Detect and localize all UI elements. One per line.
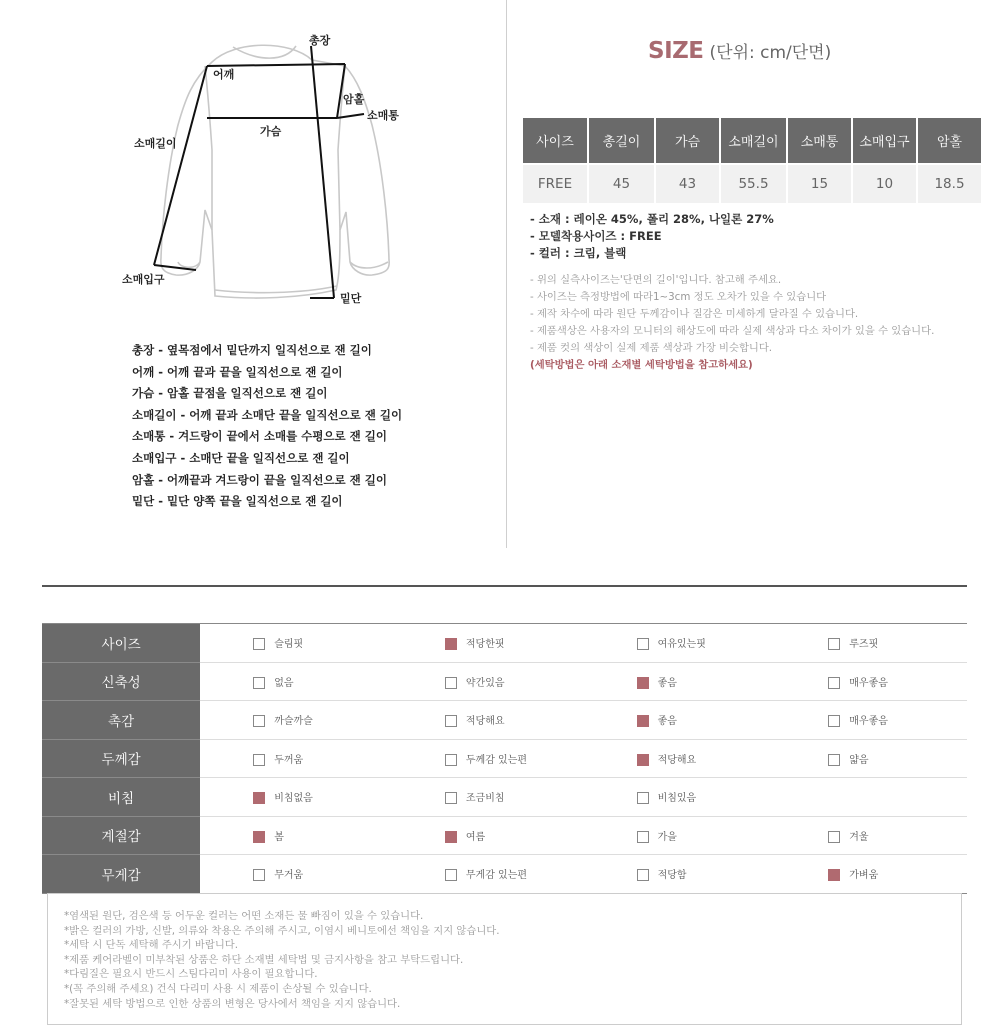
size-col-header: 소매입구 [852,118,917,164]
attribute-option-label: 좋음 [657,677,677,689]
attribute-label: 계절감 [42,816,200,855]
attribute-table [42,623,967,894]
attribute-label: 촉감 [42,701,200,740]
spec-material: - 소재 : 레이온 45%, 폴리 28%, 나일론 27% [530,212,774,226]
attribute-option-label: 겨울 [849,831,869,843]
spec-color: - 컬러 : 크림, 블랙 [530,246,627,260]
checked-box-icon[interactable] [637,754,649,766]
note-item: - 제작 차수에 따라 원단 두께감이나 질감은 미세하게 달라질 수 있습니다. [530,308,859,320]
checkbox-icon[interactable] [253,869,265,881]
attribute-option-label: 조금비침 [465,793,505,805]
attribute-row [42,701,967,740]
attribute-label: 신축성 [42,662,200,701]
measure-guide-item: 소매입구 - 소매단 끝을 일직선으로 잰 길이 [132,450,350,465]
attribute-row [42,816,967,855]
checked-box-icon[interactable] [445,831,457,843]
measure-guide-list [132,340,402,513]
measure-guide-item: 암홀 - 어깨끝과 겨드랑이 끝을 일직선으로 잰 길이 [132,472,387,487]
checkbox-icon[interactable] [828,638,840,650]
label-chest: 가슴 [260,125,282,138]
size-table [523,118,981,203]
label-cuff: 소매입구 [122,273,165,286]
attribute-option-label: 비침있음 [657,793,697,805]
checkbox-icon[interactable] [445,677,457,689]
attribute-row [42,624,967,663]
measure-guide-item: 총장 - 옆목점에서 밑단까지 일직선으로 잰 길이 [132,343,372,357]
attribute-option-label: 봄 [274,831,284,843]
checkbox-icon[interactable] [637,792,649,804]
checkbox-icon[interactable] [637,831,649,843]
attribute-option-label: 슬림핏 [274,639,304,651]
attribute-option [775,778,967,817]
care-item: *제품 케어라벨이 미부착된 상품은 하단 소재별 세탁법 및 금지사항을 참고 부탁드립니다. [64,953,464,966]
care-item: *세탁 시 단독 세탁해 주시기 바랍니다. [64,939,238,952]
column-divider [506,0,507,548]
checkbox-icon[interactable] [253,677,265,689]
size-col-header: 소매길이 [720,118,787,164]
attribute-option [775,624,967,663]
attribute-option [392,739,584,778]
measure-guide-item: 밑단 - 밑단 양쪽 끝을 일직선으로 잰 길이 [132,494,343,509]
size-cell: 43 [655,164,720,203]
attribute-label: 사이즈 [42,624,200,663]
attribute-option [200,624,392,663]
attribute-option-label: 무거움 [274,870,304,882]
note-item: - 제품색상은 사용자의 모니터의 해상도에 따라 실제 색상과 다소 차이가 있을 수 있습니다. [530,325,935,337]
attribute-option [584,701,776,740]
checkbox-icon[interactable] [637,638,649,650]
label-hem: 밑단 [340,292,362,305]
measure-guide-item: 소매길이 - 어깨 끝과 소매단 끝을 일직선으로 잰 길이 [132,407,403,422]
attribute-option-label: 여유있는핏 [657,639,706,651]
total-length-line [311,46,334,298]
attribute-option [775,816,967,855]
care-item: *잘못된 세탁 방법으로 인한 상품의 변형은 당사에서 책임을 지지 않습니다. [64,997,401,1010]
measure-guide-item: 소매통 - 겨드랑이 끝에서 소매를 수평으로 잰 길이 [132,429,387,444]
care-item: *밝은 컬러의 가방, 신발, 의류와 착용은 주의해 주시고, 이염시 베니토에선 책임을 지지 않습니다. [64,924,500,937]
attribute-option-label: 적당해요 [657,754,697,766]
size-col-header: 사이즈 [523,118,588,164]
checked-box-icon[interactable] [828,869,840,881]
attribute-option [584,739,776,778]
attribute-option-label: 매우좋음 [849,716,888,728]
size-cell: 45 [588,164,655,203]
label-sleeve-length: 소매길이 [134,137,177,150]
attribute-option-label: 무게감 있는편 [465,870,528,882]
note-item: - 제품 컷의 색상이 실제 제품 색상과 가장 비슷합니다. [530,342,773,354]
attribute-option [584,624,776,663]
section-divider [42,585,967,587]
attribute-option [584,662,776,701]
attribute-row [42,855,967,894]
attribute-option-label: 가을 [657,831,677,843]
attribute-option-label: 매우좋음 [849,677,888,689]
attribute-option-label: 까슬까슬 [274,716,313,728]
sweater-outline [161,45,389,298]
checkbox-icon[interactable] [253,754,265,766]
checkbox-icon[interactable] [828,754,840,766]
attribute-option [584,778,776,817]
size-cell: 18.5 [917,164,981,203]
size-table-header [523,118,981,164]
checkbox-icon[interactable] [828,715,840,727]
attribute-row [42,778,967,817]
attribute-option [392,778,584,817]
size-table-row [523,164,981,203]
attribute-option [392,816,584,855]
checkbox-icon[interactable] [828,831,840,843]
attribute-option-label: 가벼움 [849,870,879,882]
attribute-option [392,624,584,663]
checkbox-icon[interactable] [637,869,649,881]
attribute-label: 두께감 [42,739,200,778]
attribute-option [775,662,967,701]
size-col-header: 가슴 [655,118,720,164]
checked-box-icon[interactable] [253,792,265,804]
attribute-option [392,662,584,701]
spec-model-size: - 모델착용사이즈 : FREE [530,229,662,243]
sleeve-length-line [154,66,207,265]
size-cell: 15 [787,164,852,203]
care-item: *다림질은 필요시 반드시 스팀다리미 사용이 필요합니다. [64,968,318,981]
attribute-option-label: 적당함 [657,870,687,882]
attribute-option-label: 얇음 [849,754,869,766]
attribute-option-label: 루즈핏 [849,639,879,651]
attribute-label: 무게감 [42,855,200,894]
attribute-option [584,855,776,894]
size-cell: 55.5 [720,164,787,203]
attribute-row [42,662,967,701]
attribute-option [392,855,584,894]
label-shoulder: 어깨 [213,68,235,81]
label-total-length: 총장 [309,34,331,47]
care-notes [64,909,500,1011]
care-item: *염색된 원단, 검은색 등 어두운 컬러는 어떤 소재든 물 빠짐이 있을 수 있습니다. [64,910,424,922]
attribute-option-label: 비침없음 [274,793,313,805]
checkbox-icon[interactable] [445,869,457,881]
checkbox-icon[interactable] [253,638,265,650]
measure-lines [154,46,364,298]
size-col-header: 소매통 [787,118,852,164]
measure-guide-item: 어깨 - 어깨 끝과 끝을 일직선으로 잰 길이 [132,364,343,379]
attribute-option-label: 적당한핏 [465,639,505,651]
attribute-option-label: 없음 [274,677,294,689]
attribute-option [584,816,776,855]
attribute-option [200,662,392,701]
attribute-row [42,739,967,778]
product-spec [530,211,774,262]
checked-box-icon[interactable] [637,715,649,727]
note-wash-highlight: (세탁방법은 아래 소재별 세탁방법을 참고하세요) [530,359,753,371]
size-cell: 10 [852,164,917,203]
attribute-option [775,855,967,894]
attribute-option [200,739,392,778]
attribute-option-label: 약간있음 [465,677,505,689]
size-col-header: 암홀 [917,118,981,164]
label-armhole: 암홀 [343,93,365,106]
checkbox-icon[interactable] [253,715,265,727]
measure-guide-item: 가슴 - 암홀 끝점을 일직선으로 잰 길이 [132,386,328,401]
attribute-option [200,855,392,894]
attribute-option-label: 좋음 [657,716,677,728]
checkbox-icon[interactable] [445,754,457,766]
attribute-option [200,701,392,740]
label-sleeve-width: 소매통 [367,109,399,122]
size-cell: FREE [523,164,588,203]
care-item: *(꼭 주의해 주세요) 건식 다리미 사용 시 제품이 손상될 수 있습니다. [64,982,372,995]
note-item: - 위의 실측사이즈는'단면의 길이'입니다. 참고해 주세요. [530,274,782,286]
attribute-option [775,739,967,778]
checked-box-icon[interactable] [445,638,457,650]
checkbox-icon[interactable] [445,715,457,727]
attribute-label: 비침 [42,778,200,817]
size-unit: (단위: cm/단면) [709,43,832,63]
size-heading: SIZE [648,38,704,64]
size-col-header: 총길이 [588,118,655,164]
checked-box-icon[interactable] [253,831,265,843]
attribute-option [200,778,392,817]
checkbox-icon[interactable] [445,792,457,804]
size-notes [530,272,958,374]
attribute-option-label: 적당해요 [465,716,505,728]
attribute-option-label: 두꺼움 [274,754,304,766]
checked-box-icon[interactable] [637,677,649,689]
note-item: - 사이즈는 측정방법에 따라1~3cm 정도 오차가 있을 수 있습니다 [530,291,827,303]
size-title [648,38,831,64]
attribute-option [775,701,967,740]
attribute-option [392,701,584,740]
checkbox-icon[interactable] [828,677,840,689]
sweater-diagram [0,0,506,320]
attribute-option-label: 두께감 있는편 [465,754,528,766]
attribute-option-label: 여름 [465,831,486,843]
attribute-option [200,816,392,855]
